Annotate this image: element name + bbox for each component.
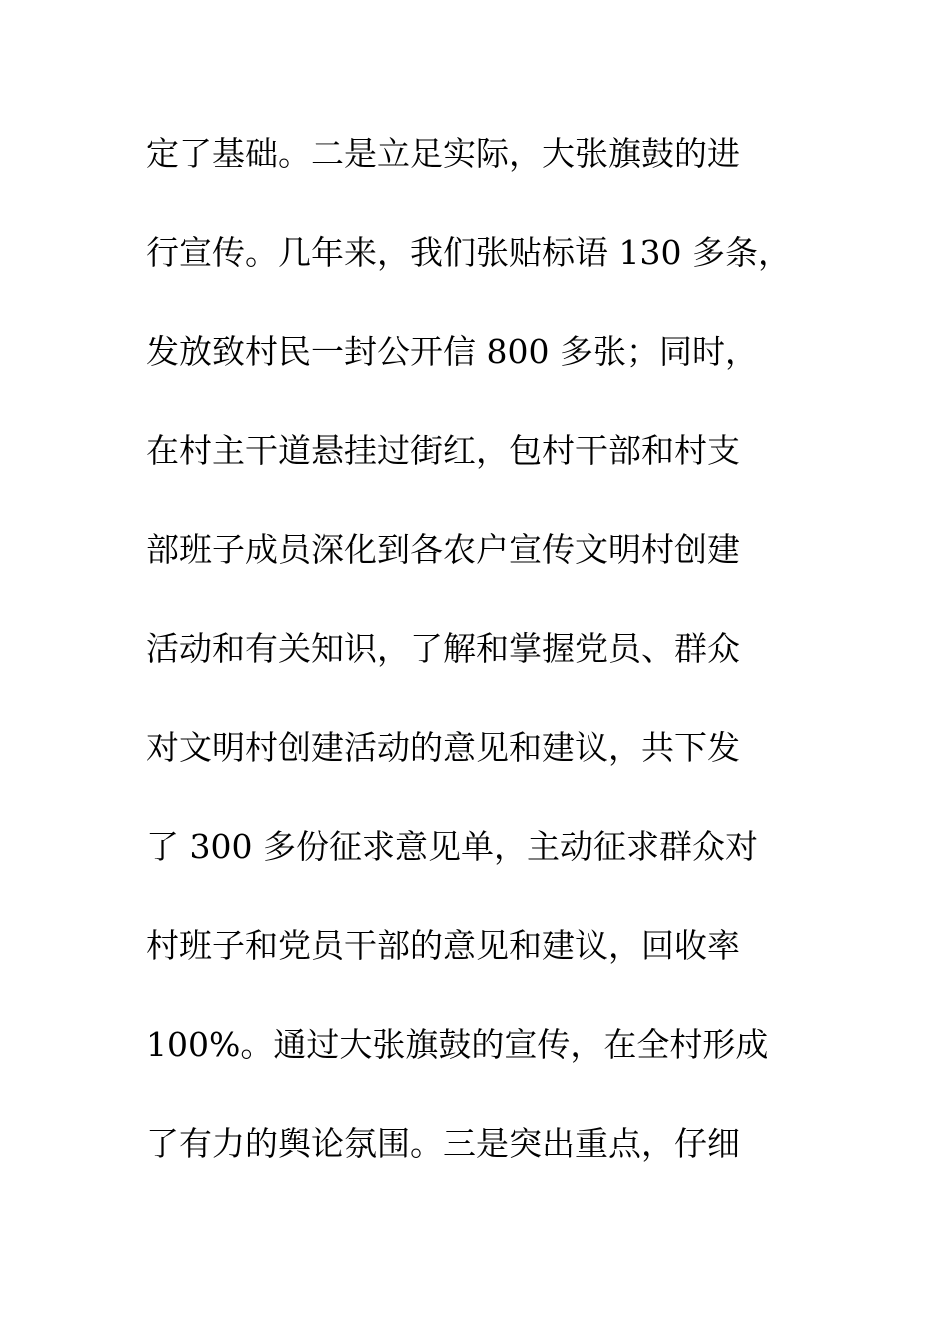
- text-line: 对文明村创建活动的意见和建议，共下发: [146, 728, 740, 767]
- text-line: 100%。通过大张旗鼓的宣传，在全村形成: [146, 1025, 769, 1064]
- text-line: 在村主干道悬挂过街红，包村干部和村支: [146, 431, 740, 470]
- text-line: 部班子成员深化到各农户宣传文明村创建: [146, 530, 740, 569]
- text-line: 村班子和党员干部的意见和建议，回收率: [146, 926, 740, 965]
- text-line: 了有力的舆论氛围。三是突出重点，仔细: [146, 1124, 740, 1163]
- text-line: 活动和有关知识，了解和掌握党员、群众: [146, 629, 740, 668]
- text-line: 了 300 多份征求意见单，主动征求群众对: [146, 827, 758, 866]
- body-text: [146, 124, 791, 1213]
- text-line: 行宣传。几年来，我们张贴标语 130 多条，: [146, 233, 791, 272]
- text-line: 定了基础。二是立足实际，大张旗鼓的进: [146, 134, 740, 173]
- text-line: 发放致村民一封公开信 800 多张；同时，: [146, 332, 758, 371]
